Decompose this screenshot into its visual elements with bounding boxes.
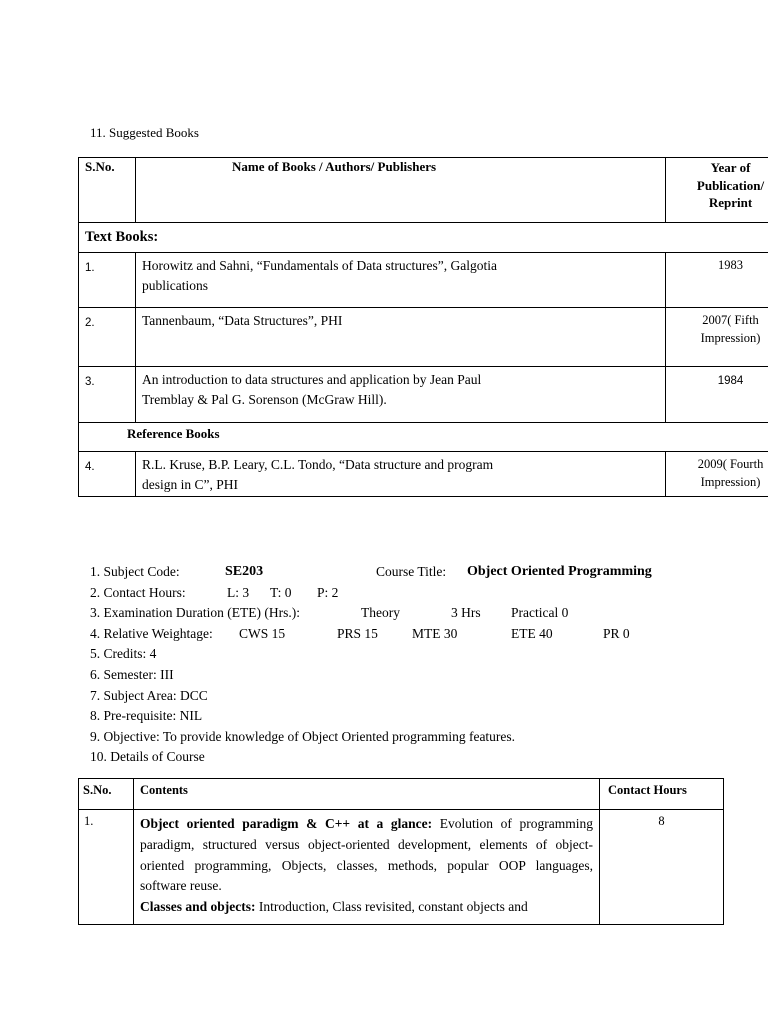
- contents-para-1: [140, 814, 593, 897]
- weightage-cws: CWS 15: [239, 625, 286, 641]
- contents-para-2: [140, 897, 593, 918]
- book-title-line1: R.L. Kruse, B.P. Leary, C.L. Tondo, “Data structure and program: [142, 457, 494, 472]
- book-title: [136, 452, 666, 497]
- book-year-line1: 1984: [717, 375, 744, 387]
- contents-header-hours: Contact Hours: [600, 779, 724, 810]
- course-title: Object Oriented Programming: [467, 564, 652, 579]
- contents-header-contents: Contents: [134, 779, 600, 810]
- exam-duration-label: 3. Examination Duration (ETE) (Hrs.):: [90, 605, 300, 621]
- book-row: [79, 367, 768, 423]
- details-heading: 10. Details of Course: [90, 749, 205, 765]
- text-books-row: [79, 223, 768, 253]
- book-sno: 2.: [79, 308, 136, 367]
- book-title-line2: design in C”, PHI: [142, 477, 238, 492]
- book-title: [136, 253, 666, 308]
- subject-area-line: [90, 686, 710, 707]
- contents-header-row: [79, 779, 724, 810]
- contact-hours-line: [90, 583, 710, 604]
- book-sno: 3.: [79, 367, 136, 423]
- topic-heading: Object oriented paradigm & C++ at a glance:: [140, 816, 433, 831]
- subject-code: SE203: [225, 564, 264, 579]
- objective-line: [90, 727, 710, 748]
- book-title: [136, 308, 666, 367]
- weightage-pr: PR 0: [603, 625, 630, 641]
- weightage-mte: MTE 30: [412, 625, 458, 641]
- text-books-label: Text Books:: [79, 223, 768, 253]
- weightage-prs: PRS 15: [337, 625, 378, 641]
- header-year-line3: Reprint: [708, 195, 753, 210]
- details-heading-line: [90, 747, 710, 768]
- course-contents-table: [78, 778, 724, 925]
- books-header-row: [79, 158, 768, 223]
- book-year-line2: Impression): [700, 331, 761, 345]
- subject-code-label: 1. Subject Code:: [90, 564, 180, 579]
- suggested-books-table: [78, 157, 768, 497]
- contact-hours-l: L: 3: [227, 584, 250, 600]
- course-title-label: Course Title:: [376, 564, 447, 579]
- topic-description: Evolution of programming paradigm, structured versus object-oriented development, elements of object-oriented programming, Objects, classes, methods, popular OOP languages, software reuse.: [140, 816, 594, 894]
- book-title-line2: Tremblay & Pal G. Sorenson (McGraw Hill).: [142, 392, 387, 407]
- header-sno: S.No.: [79, 158, 136, 223]
- book-year: [666, 367, 768, 423]
- contents-header-sno: S.No.: [79, 779, 134, 810]
- subject-area-text: 7. Subject Area: DCC: [90, 687, 208, 703]
- book-row: [79, 452, 768, 497]
- exam-theory-hours: 3 Hrs: [451, 605, 481, 621]
- book-sno: 4.: [79, 452, 136, 497]
- book-title-line1: Horowitz and Sahni, “Fundamentals of Data structures”, Galgotia: [142, 258, 498, 273]
- contact-hours-label: 2. Contact Hours:: [90, 584, 186, 600]
- contents-row: [79, 810, 724, 925]
- semester-text: 6. Semester: III: [90, 666, 174, 682]
- prerequisite-text: 8. Pre-requisite: NIL: [90, 708, 203, 724]
- exam-practical: Practical 0: [511, 605, 569, 621]
- reference-books-label: Reference Books: [79, 423, 768, 452]
- credits-text: 5. Credits: 4: [90, 646, 157, 662]
- header-year-line2: Publication/: [696, 177, 765, 193]
- header-year-line1: Year of: [710, 160, 751, 175]
- book-title: [136, 367, 666, 423]
- contact-hours-t: T: 0: [270, 584, 292, 600]
- book-year: [666, 308, 768, 367]
- book-title-line1: An introduction to data structures and application by Jean Paul: [142, 372, 482, 387]
- book-title-line1: Tannenbaum, “Data Structures”, PHI: [142, 313, 343, 328]
- objective-text: 9. Objective: To provide knowledge of Object Oriented programming features.: [90, 728, 516, 744]
- credits-line: [90, 644, 710, 665]
- reference-books-row: [79, 423, 768, 452]
- subject-details: [90, 562, 710, 768]
- prerequisite-line: [90, 706, 710, 727]
- book-year: [666, 452, 768, 497]
- header-name: Name of Books / Authors/ Publishers: [136, 158, 666, 223]
- relative-weightage-label: 4. Relative Weightage:: [90, 625, 213, 641]
- book-row: [79, 308, 768, 367]
- book-title-line2: publications: [142, 278, 208, 293]
- contact-hours-p: P: 2: [317, 584, 339, 600]
- contents-row-hours: 8: [600, 810, 724, 925]
- header-year: [666, 158, 768, 223]
- weightage-ete: ETE 40: [511, 625, 553, 641]
- book-sno: 1.: [79, 253, 136, 308]
- book-row: [79, 253, 768, 308]
- relative-weightage-line: [90, 624, 710, 645]
- book-year-line1: 1983: [718, 258, 743, 272]
- topic-heading: Classes and objects:: [140, 899, 256, 915]
- semester-line: [90, 665, 710, 686]
- contents-row-text: [134, 810, 600, 925]
- book-year: [666, 253, 768, 308]
- subject-code-line: [90, 562, 710, 583]
- exam-theory-label: Theory: [361, 605, 400, 621]
- book-year-line1: 2007( Fifth: [702, 313, 759, 327]
- topic-description: Introduction, Class revisited, constant objects and: [255, 899, 528, 915]
- suggested-books-heading: 11. Suggested Books: [90, 125, 199, 140]
- exam-duration-line: [90, 603, 710, 624]
- contents-row-sno: 1.: [79, 810, 134, 925]
- book-year-line1: 2009( Fourth: [697, 457, 764, 471]
- book-year-line2: Impression): [700, 475, 761, 489]
